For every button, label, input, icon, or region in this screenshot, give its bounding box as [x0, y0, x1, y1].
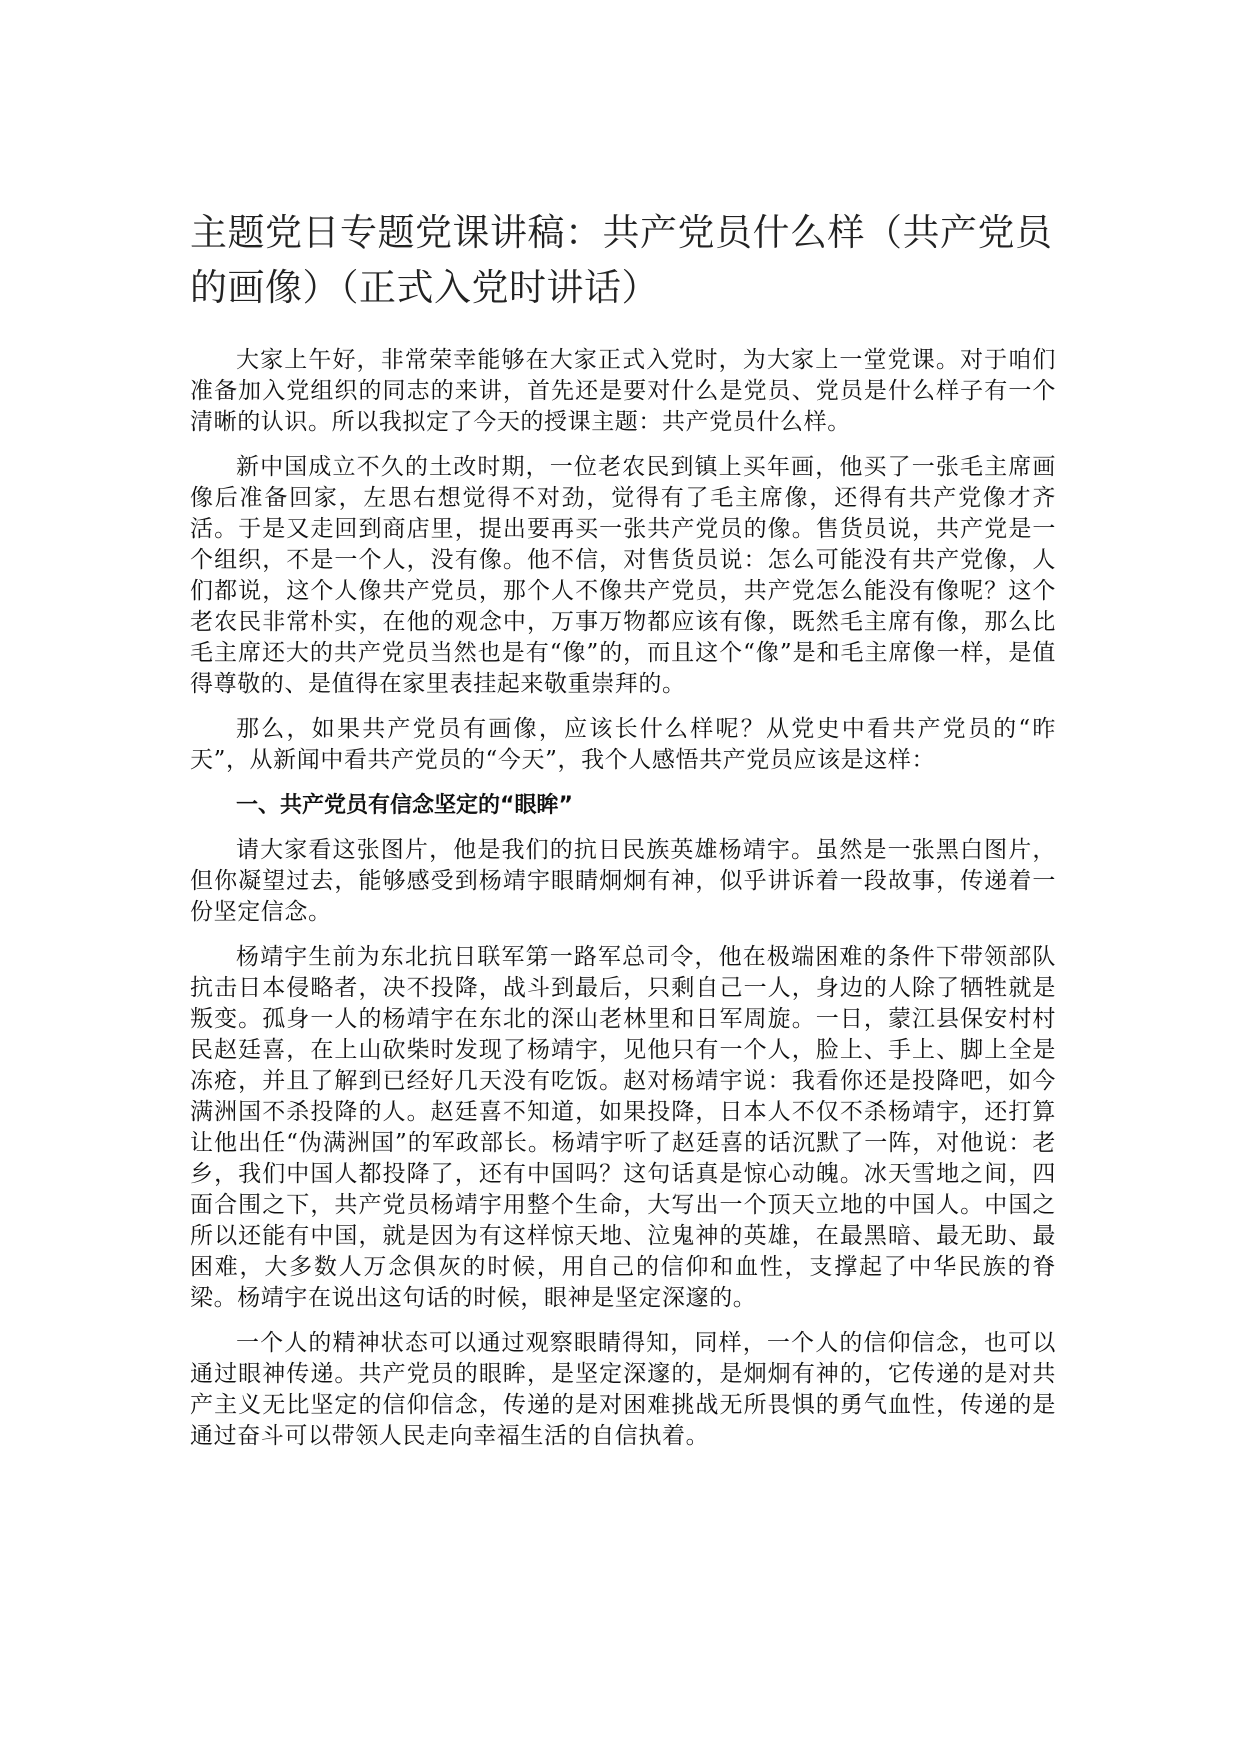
paragraph-story: 新中国成立不久的土改时期，一位老农民到镇上买年画，他买了一张毛主席画像后准备回家，左思右想觉得不对劲，觉得有了毛主席像，还得有共产党像才齐活。于是又走回到商店里，提出要再买一张共产党员的像。售货员说，共产党是一个组织，不是一个人，没有像。他不信，对售货员说：怎么可能没有共产党像，人们都说，这个人像共产党员，那个人不像共产党员，共产党怎么能没有像呢？这个老农民非常朴实，在他的观念中，万事万物都应该有像，既然毛主席有像，那么比毛主席还大的共产党员当然也是有“像”的，而且这个“像”是和毛主席像一样，是值得尊敬的、是值得在家里表挂起来敬重崇拜的。	[190, 454, 1056, 697]
paragraph-yang-jingyu: 杨靖宇生前为东北抗日联军第一路军总司令，他在极端困难的条件下带领部队抗击日本侵略者，决不投降，战斗到最后，只剩自己一人，身边的人除了牺牲就是叛变。孤身一人的杨靖宇在东北的深山老林里和日军周旋。一日，蒙江县保安村村民赵廷喜，在上山砍柴时发现了杨靖宇，见他只有一个人，脸上、手上、脚上全是冻疮，并且了解到已经好几天没有吃饭。赵对杨靖宇说：我看你还是投降吧，如今满洲国不杀投降的人。赵廷喜不知道，如果投降，日本人不仅不杀杨靖宇，还打算让他出任“伪满洲国”的军政部长。杨靖宇听了赵廷喜的话沉默了一阵，对他说：老乡，我们中国人都投降了，还有中国吗？这句话真是惊心动魄。冰天雪地之间，四面合围之下，共产党员杨靖宇用整个生命，大写出一个顶天立地的中国人。中国之所以还能有中国，就是因为有这样惊天地、泣鬼神的英雄，在最黑暗、最无助、最困难，大多数人万念俱灰的时候，用自己的信仰和血性，支撑起了中华民族的脊梁。杨靖宇在说出这句话的时候，眼神是坚定深邃的。	[190, 944, 1056, 1311]
document-page	[190, 205, 1056, 1466]
section-heading-1: 一、共产党员有信念坚定的“眼眸”	[236, 793, 573, 818]
document-title: 主题党日专题党课讲稿：共产党员什么样（共产党员的画像）（正式入党时讲话）	[190, 211, 1053, 309]
paragraph-eyes-conclusion: 一个人的精神状态可以通过观察眼睛得知，同样，一个人的信仰信念，也可以通过眼神传递。共产党员的眼眸，是坚定深邃的，是炯炯有神的，它传递的是对共产主义无比坚定的信仰信念，传递的是对困难挑战无所畏惧的勇气血性，传递的是通过奋斗可以带领人民走向幸福生活的自信执着。	[190, 1330, 1056, 1449]
paragraph-photo: 请大家看这张图片，他是我们的抗日民族英雄杨靖宇。虽然是一张黑白图片，但你凝望过去，能够感受到杨靖宇眼睛炯炯有神，似乎讲诉着一段故事，传递着一份坚定信念。	[190, 837, 1056, 925]
paragraph-greeting: 大家上午好，非常荣幸能够在大家正式入党时，为大家上一堂党课。对于咱们准备加入党组织的同志的来讲，首先还是要对什么是党员、党员是什么样子有一个清晰的认识。所以我拟定了今天的授课主题：共产党员什么样。	[190, 347, 1056, 435]
paragraph-intro-portrait: 那么，如果共产党员有画像，应该长什么样呢？从党史中看共产党员的“昨天”，从新闻中看共产党员的“今天”，我个人感悟共产党员应该是这样：	[190, 716, 1056, 773]
